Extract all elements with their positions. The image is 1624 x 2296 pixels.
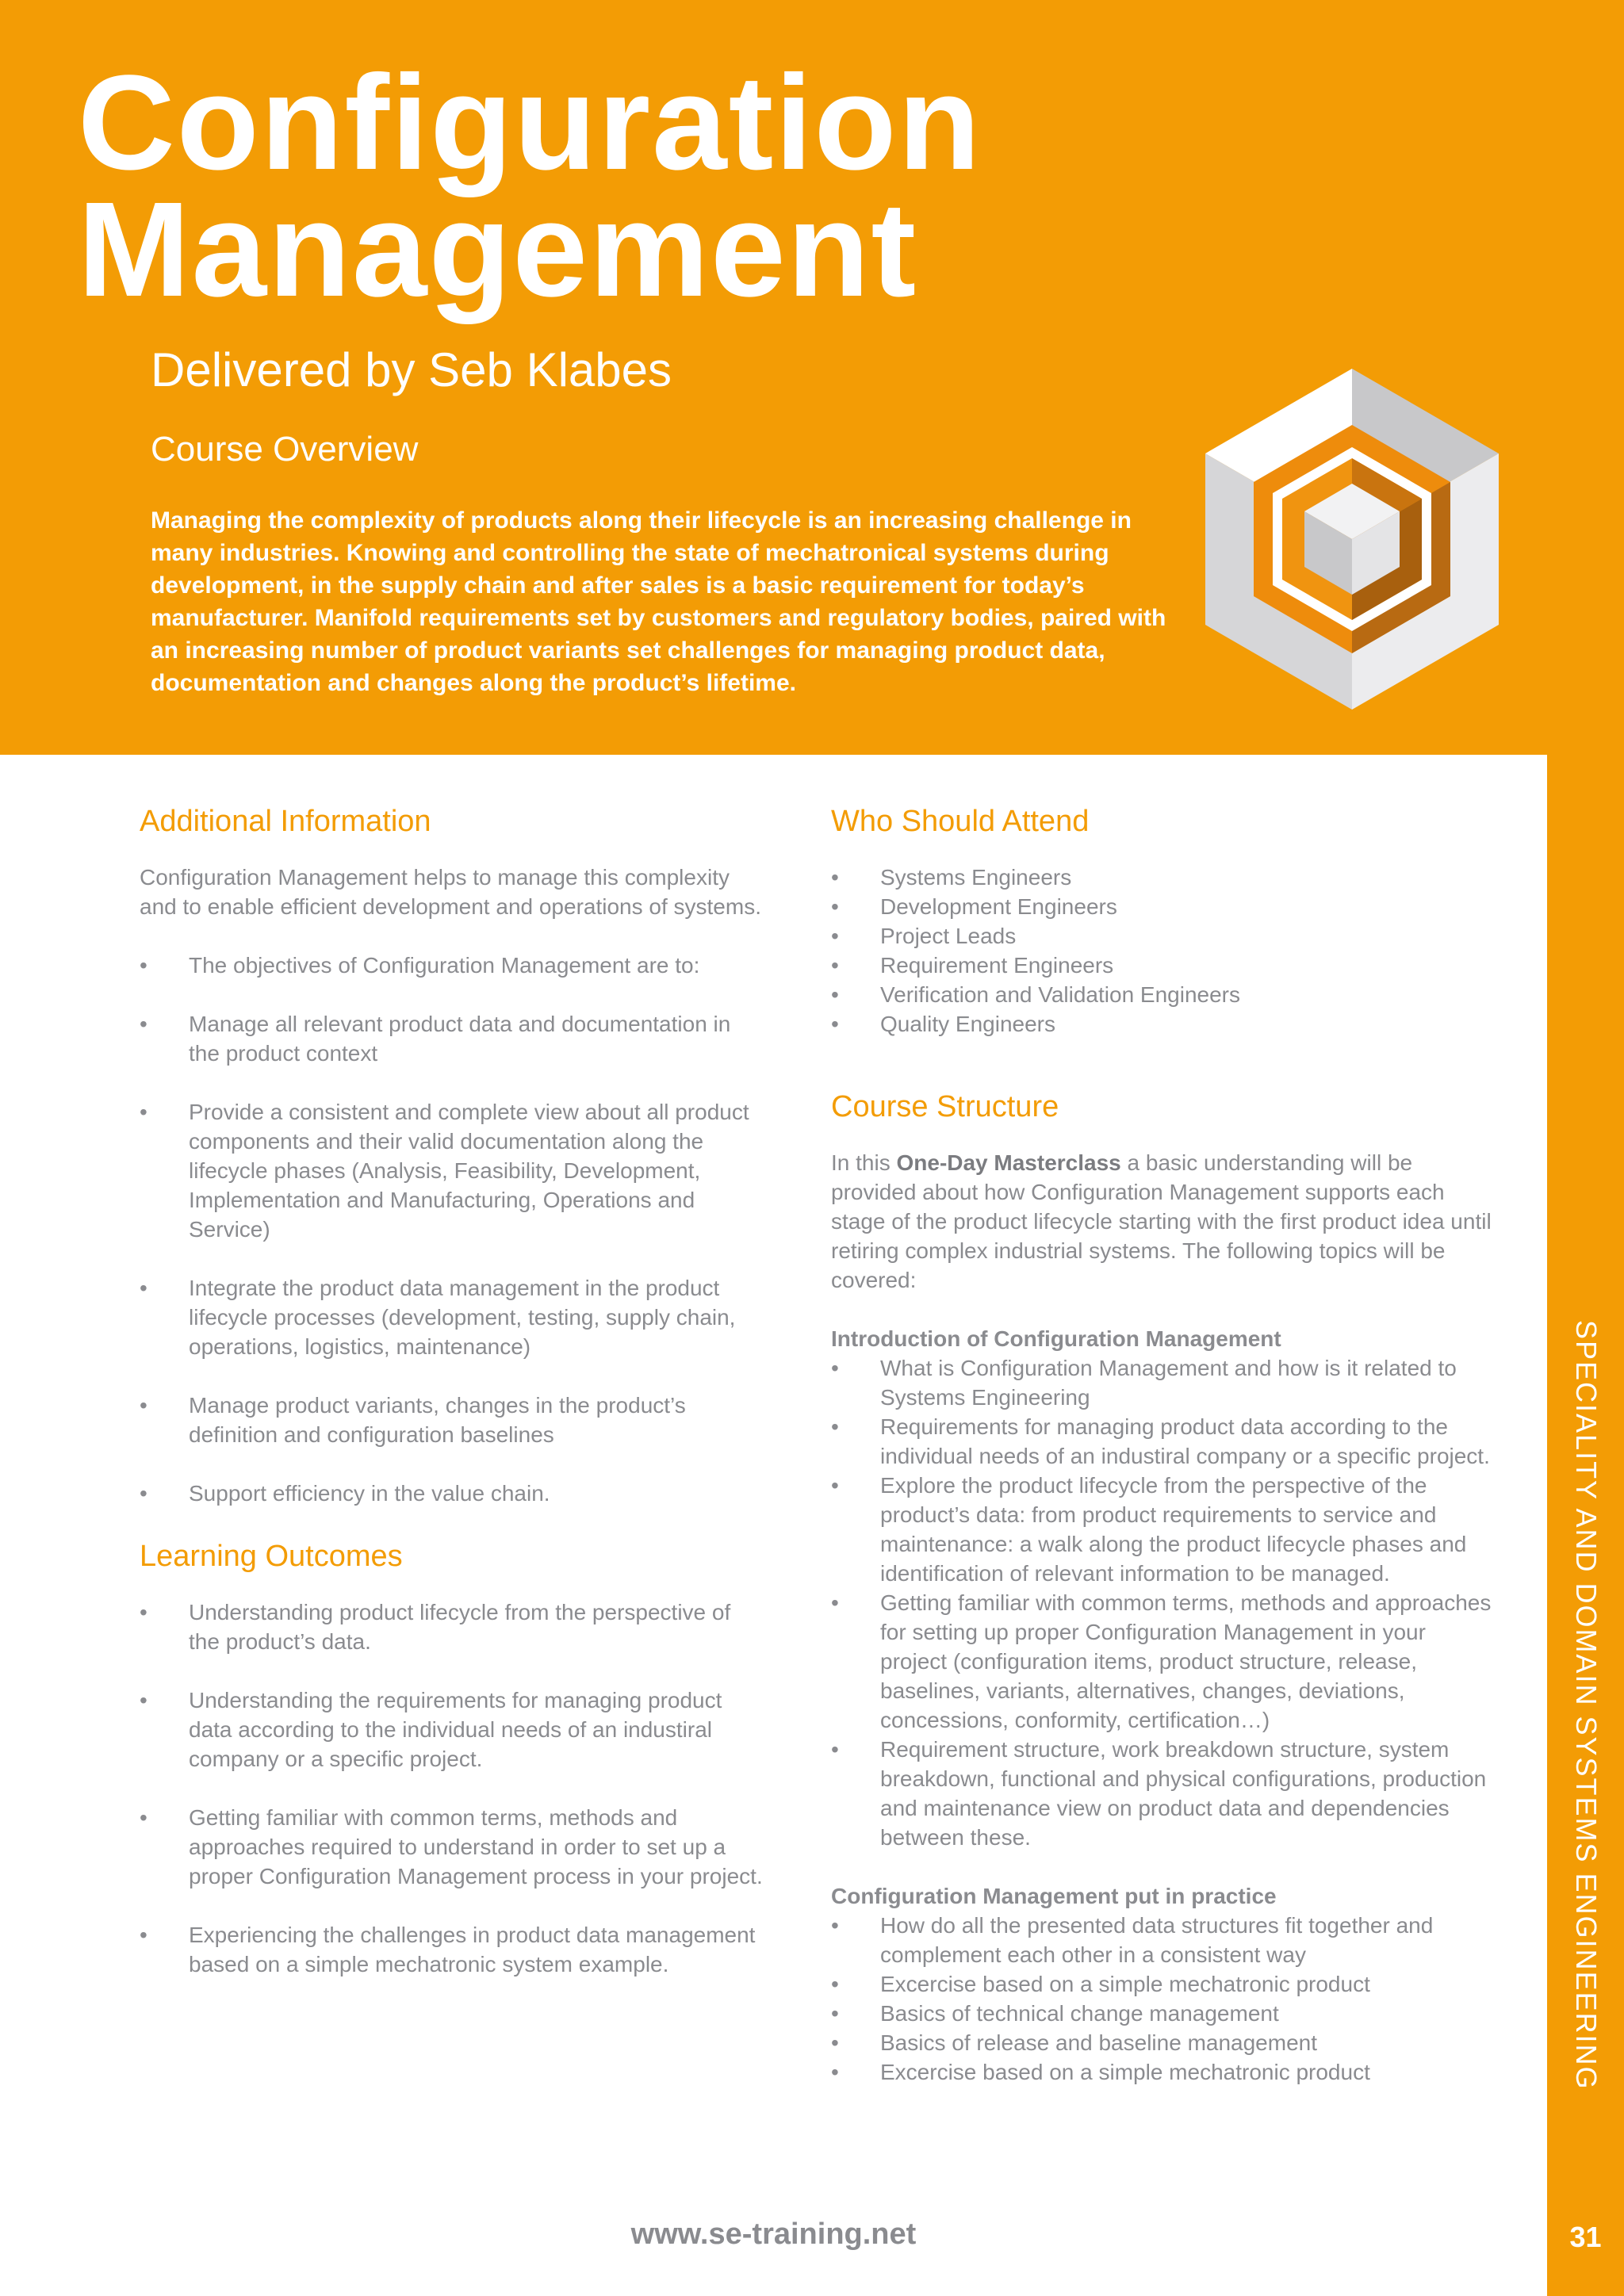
who-should-attend-heading: Who Should Attend [831,805,1090,838]
bullet: • [831,894,839,919]
course-overview-text: Managing the complexity of products along their lifecycle is an increasing challenge in many industries. Knowing and controlling the state of mechatronical systems during development, in the supply chain and after sales is a basic requirement for today’s manufacturer. Manifold requirements set by customers and regulatory bodies, paired with an increasing number of product variants set challenges for managing product data, documentation and changes along the product’s lifetime. [151,507,1166,696]
list-item [831,1588,1497,1735]
course-overview-heading: Course Overview [151,430,419,469]
bullet: • [831,953,839,978]
topic-2-heading: Configuration Management put in practice [831,1884,1277,1908]
title-line-1: Configuration [78,48,982,198]
bullet: • [140,1600,147,1624]
learning-outcomes-list [140,1598,766,1979]
list-item [831,980,1497,1009]
list-item [140,1686,766,1774]
list-item-text: How do all the presented data structures fit together and complement each other in a consistent way [880,1913,1434,1967]
bullet: • [831,1012,839,1036]
list-item [140,1097,766,1244]
list-item-text: Provide a consistent and complete view about all product components and their valid documentation along the lifecycle phases (Analysis, Feasibility, Development, Implementation and Manufacturing, Operations and Service) [189,1100,749,1242]
list-item-text: Explore the product lifecycle from the perspective of the product’s data: from product requirements to service and maintenance: a walk along the product lifecycle phases and identification of relevant information to be managed. [880,1473,1467,1586]
bullet: • [140,1923,147,1947]
who-should-attend-list [831,863,1497,1039]
bullet: • [140,1012,147,1036]
bullet: • [140,1481,147,1506]
list-item [831,1009,1497,1039]
list-item-text: Experiencing the challenges in product data management based on a simple mechatronic system example. [189,1923,756,1976]
list-item [140,951,766,980]
bullet: • [831,924,839,948]
list-item-text: Integrate the product data management in the product lifecycle processes (development, testing, supply chain, operations, logistics, maintenance) [189,1276,736,1359]
right-column [831,802,1497,2087]
list-item-text: Excercise based on a simple mechatronic product [880,1972,1370,1996]
website-link[interactable]: www.se-training.net [630,2218,917,2251]
list-item-text: Understanding the requirements for managing product data according to the individual needs of an industiral company or a specific project. [189,1688,722,1771]
list-item [140,1479,766,1508]
bullet: • [831,2030,839,2055]
bullet: • [831,1913,839,1938]
bullet: • [831,2001,839,2026]
bullet: • [831,982,839,1007]
list-item [831,951,1497,980]
list-item [831,921,1497,951]
title-line-2: Management [78,174,918,325]
bullet: • [831,1473,839,1498]
list-item-text: Excercise based on a simple mechatronic product [880,2060,1370,2084]
course-structure-heading: Course Structure [831,1090,1059,1123]
course-format: One-Day Masterclass [896,1150,1121,1175]
list-item-text: Requirements for managing product data according to the individual needs of an industiral company or a specific project. [880,1414,1490,1468]
topic-1-heading: Introduction of Configuration Management [831,1326,1281,1351]
list-item [831,863,1497,892]
bullet: • [831,1590,839,1615]
list-item [831,1471,1497,1588]
list-item-text: Requirement structure, work breakdown structure, system breakdown, functional and physical configurations, production and maintenance view on product data and dependencies between these. [880,1737,1487,1850]
list-item [831,892,1497,921]
list-item [140,1598,766,1656]
list-item-text: Requirement Engineers [880,953,1114,978]
list-item-text: Getting familiar with common terms, methods and approaches required to understand in order to set up a proper Configuration Management process in your project. [189,1805,763,1888]
list-item-text: Understanding product lifecycle from the perspective of the product’s data. [189,1600,731,1654]
additional-info-heading: Additional Information [140,805,431,838]
list-item-text: Project Leads [880,924,1017,948]
list-item [831,1412,1497,1471]
list-item-text: Manage product variants, changes in the product’s definition and configuration baselines [189,1393,686,1447]
bullet: • [831,1414,839,1439]
header-banner [0,0,1624,755]
list-item [831,1911,1497,1969]
list-item-text: Development Engineers [880,894,1117,919]
delivered-by: Delivered by Seb Klabes [151,343,672,396]
list-item-text: Verification and Validation Engineers [880,982,1241,1007]
list-item-text: Quality Engineers [880,1012,1056,1036]
list-item [140,1391,766,1449]
bullet: • [831,1972,839,1996]
topic-1-list [831,1353,1497,1852]
bullet: • [140,1276,147,1300]
course-structure-intro [831,1148,1497,1295]
side-label [1570,1320,1602,2176]
list-item [831,2028,1497,2057]
list-item [831,1735,1497,1852]
bullet: • [140,1100,147,1124]
list-item [831,1999,1497,2028]
list-item-text: Getting familiar with common terms, methods and approaches for setting up proper Configuration Management in your project (configuration items, product structure, release, baselines, variants, alternatives, changes, deviations, concessions, conformity, certification…) [880,1590,1492,1732]
course-structure-intro-pre: In this [831,1150,897,1175]
additional-info-list [140,951,766,1508]
list-item-text: What is Configuration Management and how is it related to Systems Engineering [880,1356,1457,1410]
bullet: • [140,1393,147,1418]
bullet: • [831,1737,839,1762]
list-item [831,1353,1497,1412]
course-structure-intro-post: a basic understanding will be provided about how Configuration Management supports each stage of the product lifecycle starting with the first product idea until retiring complex industrial systems. The following topics will be covered: [831,1150,1492,1292]
list-item-text: Systems Engineers [880,865,1072,890]
bullet: • [831,865,839,890]
page-number: 31 [1569,2221,1602,2253]
list-item [831,2057,1497,2087]
hexagon-cube-icon [1201,365,1503,714]
additional-info-intro: Configuration Management helps to manage this complexity and to enable efficient development and operations of systems. [140,865,761,919]
bullet: • [140,1688,147,1712]
side-label-text: SPECIALITY AND DOMAIN SYSTEMS ENGINEERING [1570,1320,1603,2091]
learning-outcomes-heading: Learning Outcomes [140,1540,403,1573]
list-item [831,1969,1497,1999]
list-item-text: The objectives of Configuration Management are to: [189,953,700,978]
topic-2-list [831,1911,1497,2087]
bullet: • [831,2060,839,2084]
left-column [140,802,766,2008]
list-item-text: Basics of release and baseline management [880,2030,1318,2055]
list-item [140,1803,766,1891]
list-item-text: Basics of technical change management [880,2001,1279,2026]
list-item-text: Manage all relevant product data and documentation in the product context [189,1012,731,1066]
list-item-text: Support efficiency in the value chain. [189,1481,550,1506]
list-item [140,1273,766,1361]
page-title [78,48,1188,325]
list-item [140,1920,766,1979]
bullet: • [140,953,147,978]
bullet: • [140,1805,147,1830]
list-item [140,1009,766,1068]
bullet: • [831,1356,839,1380]
